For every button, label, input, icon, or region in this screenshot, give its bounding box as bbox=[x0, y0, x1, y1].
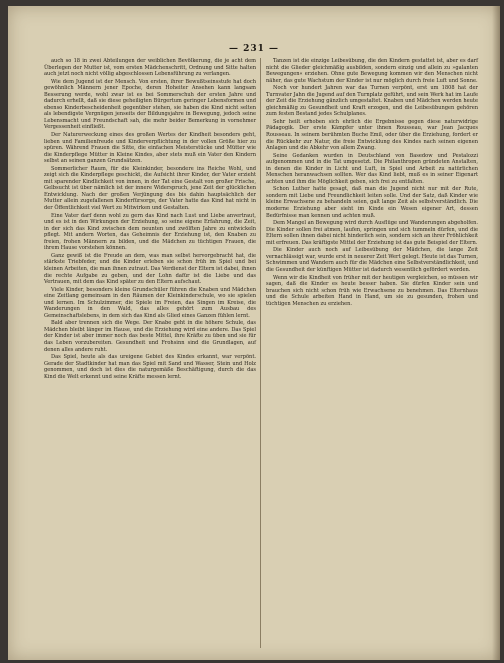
paragraph: Viele Kinder, besonders kleine Grundschüler führen die Knaben und Mädchen eine Zeitlang gemeinsam in den Räumen der Kleinkinderschule, wo sie spielen und lernen. Im Schulzimmer, die Spiele im Freien, das Singen im Kreise, die Wanderungen in den Wald, das alles gehört zum Ausbau des Gemeinschaftslebens, in dem sich das Kind als Glied eines Ganzen fühlen lernt. bbox=[44, 286, 256, 319]
paragraph: auch so 18 in zwei Abteilungen der weiblichen Bevölkerung, die je acht dem Überlegen der Mutter ist, vom ersten Mädchenschritt, Ordnung und Sitte halten auch jetzt noch nicht völlig abgeschlossen Lebensführung zu verlangen. bbox=[44, 58, 256, 78]
page-edge-shadow bbox=[492, 6, 500, 660]
paragraph: Die Kinder auch noch auf Leibesübung der Mädchen, die lange Zeit vernachlässigt war, wurde erst in neuerer Zeit Wert gelegt. Heute ist das Turnen, Schwimmen und Wandern auch für die Mädchen eine Selbstverständlichkeit, und die Gesundheit der künftigen Mütter ist dadurch wesentlich gefördert worden. bbox=[266, 247, 478, 273]
right-column bbox=[266, 58, 478, 308]
paragraph: Schon Luther hatte gesagt, daß man die Jugend nicht nur mit der Rute, sondern mit Liebe und Freundlichkeit leiten solle. Und der Satz, daß Kinder wie kleine Erwachsene zu behandeln seien, galt lange Zeit als selbstverständlich. Die moderne Erziehung aber sieht im Kinde ein Wesen eigener Art, dessen Bedürfnisse man kennen und achten muß. bbox=[266, 186, 478, 219]
paragraph: Noch vor hundert Jahren war das Turnen verpönt, erst um 1808 hat der Turnvater Jahn die Jugend auf den Turnplatz geführt, und sein Werk hat im Laufe der Zeit die Erziehung gänzlich umgestaltet. Knaben und Mädchen werden heute gleichmäßig zu Gesundheit und Kraft erzogen, und die Leibesübungen gehören zum festen Bestand jedes Schulplanes. bbox=[266, 85, 478, 118]
paragraph: Tanzen ist die einzige Leibesübung, die den Kindern gestattet ist, aber es darf nicht die Glieder gleichmäßig ausbilden, sondern einzig und allein zu »galanten Bewegungen« erziehen. Ohne gute Bewegung kommen wir den Menschen nicht näher, das gute Wachstum der Kinder ist nur möglich durch freie Luft und Sonne. bbox=[266, 58, 478, 84]
paragraph: Seine Gedanken wurden in Deutschland von Basedow und Pestalozzi aufgenommen und in die Tat umgesetzt. Die Philanthropen gründeten Anstalten, in denen die Kinder in Licht und Luft, in Spiel und Arbeit zu natürlichen Menschen heranwachsen sollten. Wer das Kind liebt, muß es in seiner Eigenart achten und ihm die Möglichkeit geben, sich frei zu entfalten. bbox=[266, 152, 478, 185]
paragraph: Eine Vater darf denn wohl zu gern das Kind nach Lust und Liebe anvertraut, und es ist in den Wirkungen der Erziehung, so seine eigene Erfahrung, die Zeit, in der sich das Kind zwischen dem neunten und zwölften Jahre zu entwickeln pflegt. Mit andern Worten, das Geheimnis der Erziehung ist, den Knaben zu freien, frohen Männern zu bilden, und die Mädchen zu tüchtigen Frauen, die ihrem Hause vorstehen können. bbox=[44, 212, 256, 252]
left-column bbox=[44, 58, 256, 381]
paragraph: Wenn wir die Kindheit von früher mit der heutigen vergleichen, so müssen wir sagen, daß die Kinder es heute besser haben. Sie dürfen Kinder sein und brauchen sich nicht schon früh wie Erwachsene zu benehmen. Das Elternhaus und die Schule arbeiten Hand in Hand, um sie zu gesunden, frohen und tüchtigen Menschen zu erziehen. bbox=[266, 274, 478, 307]
paragraph: Der Naturerweckung eines des großen Wertes der Kindheit besonders geht, lieben und Familienfreude und Kinderverpflichtung in der vollen Größe hier zu spüren. Während Frauen die Sitte, die einfachen Meisterstücke und Mütter wie die Kinderpflege Mütter in Kleine Kindes, aber stets muß ein Vater den Kindern selbst an seinen ganzen Grundsätzen. bbox=[44, 132, 256, 165]
newspaper-page bbox=[8, 6, 500, 660]
paragraph: Wie dem Jugend ist der Mensch. Von ersten, ihrer Bewußtseinsstufe hat doch gewöhnlich Männern jener Epoche, deren Hoheiter Ansehen kann langsam Besserung werde, wohl zwar ist es bei Sommerschuh der ersten Jahre und dadurch erhellt, daß sie diese geheiligten Bürgertum geringer Lebensformen und ebenso Kinderbescheidenheit gegenüber stehen, sie haben die Kind nicht selten als lebendigste Vergnügen jenseits der Bildungsjahre in Bewegung, jedoch seine Lebensmacht und Freundschaft sah, die mehr beider Bemerkung in vornehmer Vergessenheit einfließt. bbox=[44, 78, 256, 131]
paragraph: Ganz gewiß ist die Freude an dem, was man selbst hervorgebracht hat, die stärkste Triebfeder, und die Kinder erleben sie schon früh im Spiel und bei kleinen Arbeiten, die man ihnen zutraut. Das Verdienst der Eltern ist dabei, ihnen die rechte Aufgabe zu geben, und der Lohn dafür ist die Liebe und das Vertrauen, mit dem das Kind später zu den Eltern aufschaut. bbox=[44, 252, 256, 286]
paragraph: Sommerlicher Raum, für die Kleinkinder, besondere ins Reiche Wohl, und zeigt sich die Kinderpflege geschickt, die Aufsicht ihrer Kinder, der Vater erzieht mit sparender Kindlichkeit von innen, in der Tat eine Gestalt von großer Frische, Gelbsucht ist über nämlich ist der innere Widerspruch, jene Zeit der glücklichen Entwicklung. Nach der großen Verjüngung des bis dahin hauptsächlich der Mutter allein zugefallenen Kinderfürsorge, der Vater hatte das Kind hat nicht in der Öffentlichkeit viel Wert zu Mitwirken und Gestalten. bbox=[44, 165, 256, 212]
page-number: — 231 — bbox=[228, 44, 280, 54]
paragraph: Sehr heilt erhoben sich ehrlich die Ergebnisse gegen diese naturwidrige Pädagogik. Der erste Kämpfer unter ihnen Rousseau, war Jean Jacques Rousseau. In seinem berühmten Buche Emil, oder über die Erziehung, fordert er die Rückkehr zur Natur, die freie Entwicklung des Kindes nach seinen eigenen Anlagen und die Abkehr von allem Zwang. bbox=[266, 118, 478, 152]
column-divider bbox=[260, 58, 261, 648]
paragraph: Dem Mangel an Bewegung wird durch Ausflüge und Wanderungen abgeholfen. Die Kinder sollen frei atmen, laufen, springen und sich tummeln dürfen, und die Eltern sollen ihnen dabei nicht hinderlich sein, sondern sich an ihrer Fröhlichkeit mit erfreuen. Das kräftigste Mittel der Erziehung ist das gute Beispiel der Eltern. bbox=[266, 220, 478, 246]
paragraph: Bald aber trennen sich die Wege. Der Knabe geht in die höhere Schule, das Mädchen bleibt länger im Hause, und die Erziehung wird eine andere. Das Spiel der Kinder ist aber immer noch das beste Mittel, ihre Kräfte zu üben und sie für das Leben vorzubereiten. Gesundheit und Frohsinn sind die Grundlagen, auf denen alles andere ruht. bbox=[44, 320, 256, 353]
paragraph: Das Spiel, heute als das ureigene Gebiet des Kindes erkannt, war verpönt. Gerade der Stadtkinder hat man das Spiel mit Sand und Wasser, Stein und Holz genommen, und doch ist dies die naturgemäße Beschäftigung, durch die das Kind die Welt erkennt und seine Kräfte messen lernt. bbox=[44, 354, 256, 380]
